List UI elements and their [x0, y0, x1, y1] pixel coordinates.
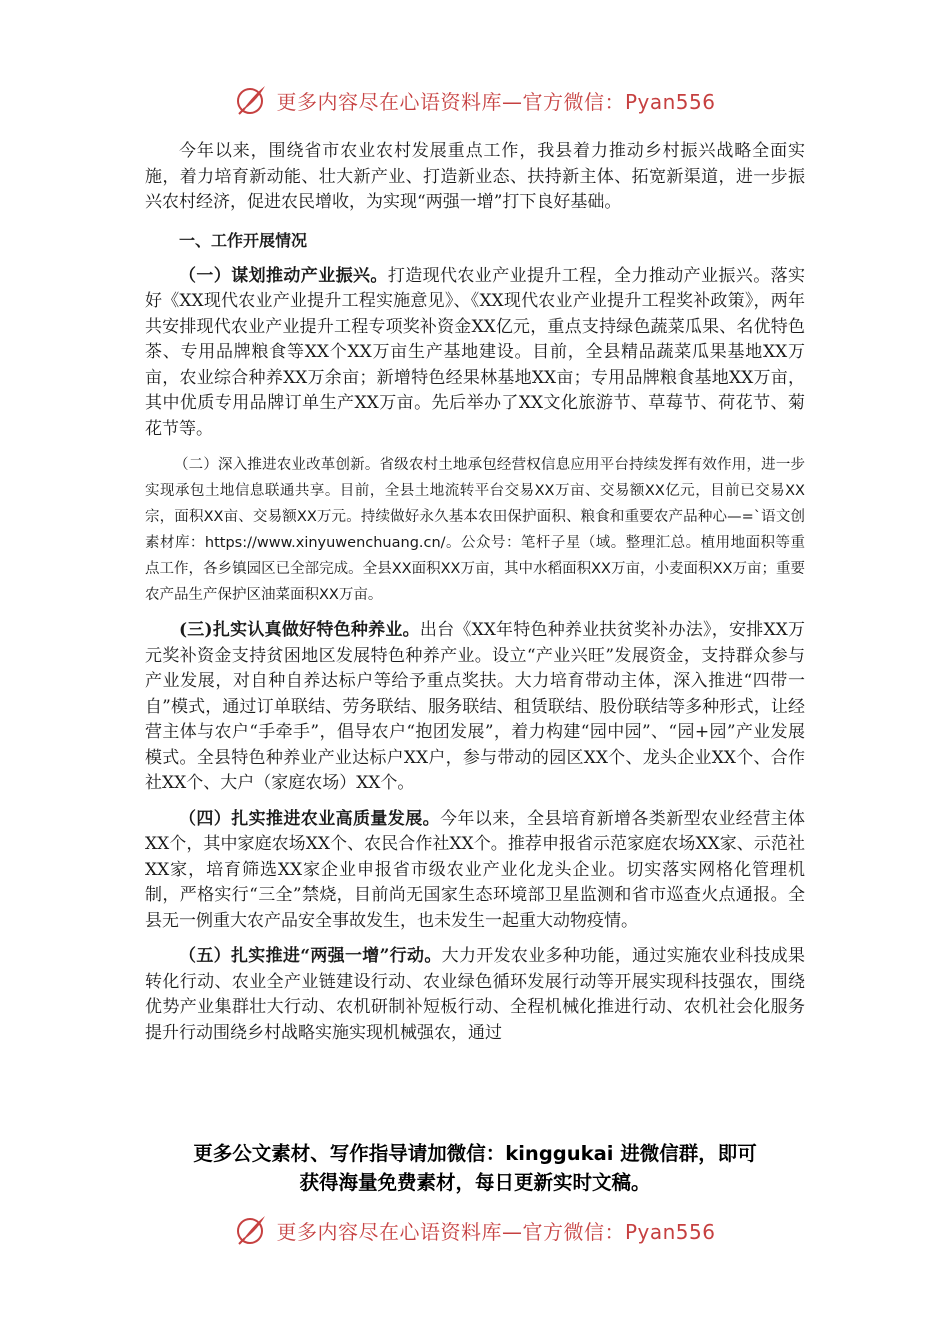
promo-line-2: 获得海量免费素材，每日更新实时文稿。	[299, 1171, 651, 1194]
intro-paragraph: 今年以来，围绕省市农业农村发展重点工作，我县着力推动乡村振兴战略全面实施，着力培育新动能、壮大新产业、打造新业态、扶持新主体、拓宽新渠道，进一步振兴农村经济，促进农民增收，为实现“两强一增”打下良好基础。	[145, 141, 805, 212]
promo-line-1: 更多公文素材、写作指导请加微信：kinggukai 进微信群，即可	[193, 1142, 757, 1165]
item-1-paragraph	[145, 264, 805, 443]
item-4-paragraph	[145, 807, 805, 935]
item-1-lead: （一）谋划推动产业振兴。	[179, 265, 388, 286]
item-2-paragraph	[145, 452, 805, 608]
footer-banner-text: 更多内容尽在心语资料库—官方微信：Pyan556	[276, 1219, 716, 1244]
item-5-lead: （五）扎实推进“两强一增”行动。	[179, 946, 442, 966]
item-4-lead: （四）扎实推进农业高质量发展。	[179, 808, 440, 829]
promo-notice	[0, 1139, 950, 1197]
item-3-lead: (三)扎实认真做好特色种养业。	[179, 620, 420, 640]
quill-logo-icon	[234, 83, 268, 117]
item-2-body: （二）深入推进农业改革创新。省级农村土地承包经营权信息应用平台持续发挥有效作用，进一步实现承包土地信息联通共享。目前，全县土地流转平台交易XX万亩、交易额XX亿元，目前已交易XX宗，面积XX亩、交易额XX万元。持续做好永久基本农田保护面积、粮食和重要农产品种心—=`语文创素材库：https://www.xinyuwenchuang.cn/。公众号：笔杆子星（域。整理汇总。植用地面积等重点工作，各乡镇园区已全部完成。全县XX面积XX万亩，其中水稻面积XX万亩，小麦面积XX万亩；重要农产品生产保护区油菜面积XX万亩。	[145, 457, 805, 603]
section-heading: 一、工作开展情况	[179, 230, 308, 250]
item-5-body: 大力开发农业多种功能，通过实施农业科技成果转化行动、农业全产业链建设行动、农业绿色循环发展行动等开展实现科技强农，围绕优势产业集群壮大行动、农机研制补短板行动、全程机械化推进行动、农机社会化服务提升行动围绕乡村战略实施实现机械强农，通过	[145, 946, 805, 1043]
item-3-body: 出台《XX年特色种养业扶贫奖补办法》，安排XX万元奖补资金支持贫困地区发展特色种养产业。设立“产业兴旺”发展资金，支持群众参与产业发展，对自种自养达标户等给予重点奖扶。大力培育带动主体，深入推进“四带一自”模式，通过订单联结、劳务联结、服务联结、租赁联结、股份联结等多种形式，让经营主体与农户“手牵手”，倡导农户“抱团发展”，着力构建“园中园”、“园+园”产业发展模式。全县特色种养业产业达标户XX户，参与带动的园区XX个、龙头企业XX个、合作社XX个、大户（家庭农场）XX个。	[145, 620, 805, 793]
item-3-paragraph	[145, 618, 805, 797]
document-body	[145, 139, 805, 1046]
header-banner	[0, 80, 950, 120]
item-5-paragraph	[145, 944, 805, 1046]
item-4-body: 今年以来，全县培育新增各类新型农业经营主体XX个，其中家庭农场XX个、农民合作社XX个。推荐申报省示范家庭农场XX家、示范社XX家，培育筛选XX家企业申报省市级农业产业化龙头企业。切实落实网格化管理机制，严格实行“三全”禁烧，目前尚无国家生态环境部卫星监测和省市巡查火点通报。全县无一例重大农产品安全事故发生，也未发生一起重大动物疫情。	[145, 808, 805, 931]
item-1-body: 打造现代农业产业提升工程，全力推动产业振兴。落实好《XX现代农业产业提升工程实施意见》、《XX现代农业产业提升工程奖补政策》，两年共安排现代农业产业提升工程专项奖补资金XX亿元，重点支持绿色蔬菜瓜果、名优特色茶、专用品牌粮食等XX个XX万亩生产基地建设。目前，全县精品蔬菜瓜果基地XX万亩，农业综合种养XX万余亩；新增特色经果林基地XX亩；专用品牌粮食基地XX万亩，其中优质专用品牌订单生产XX万亩。先后举办了XX文化旅游节、草莓节、荷花节、菊花节等。	[145, 265, 806, 439]
footer-banner	[0, 1210, 950, 1250]
header-banner-text: 更多内容尽在心语资料库—官方微信：Pyan556	[276, 89, 716, 114]
quill-logo-icon	[234, 1213, 268, 1247]
